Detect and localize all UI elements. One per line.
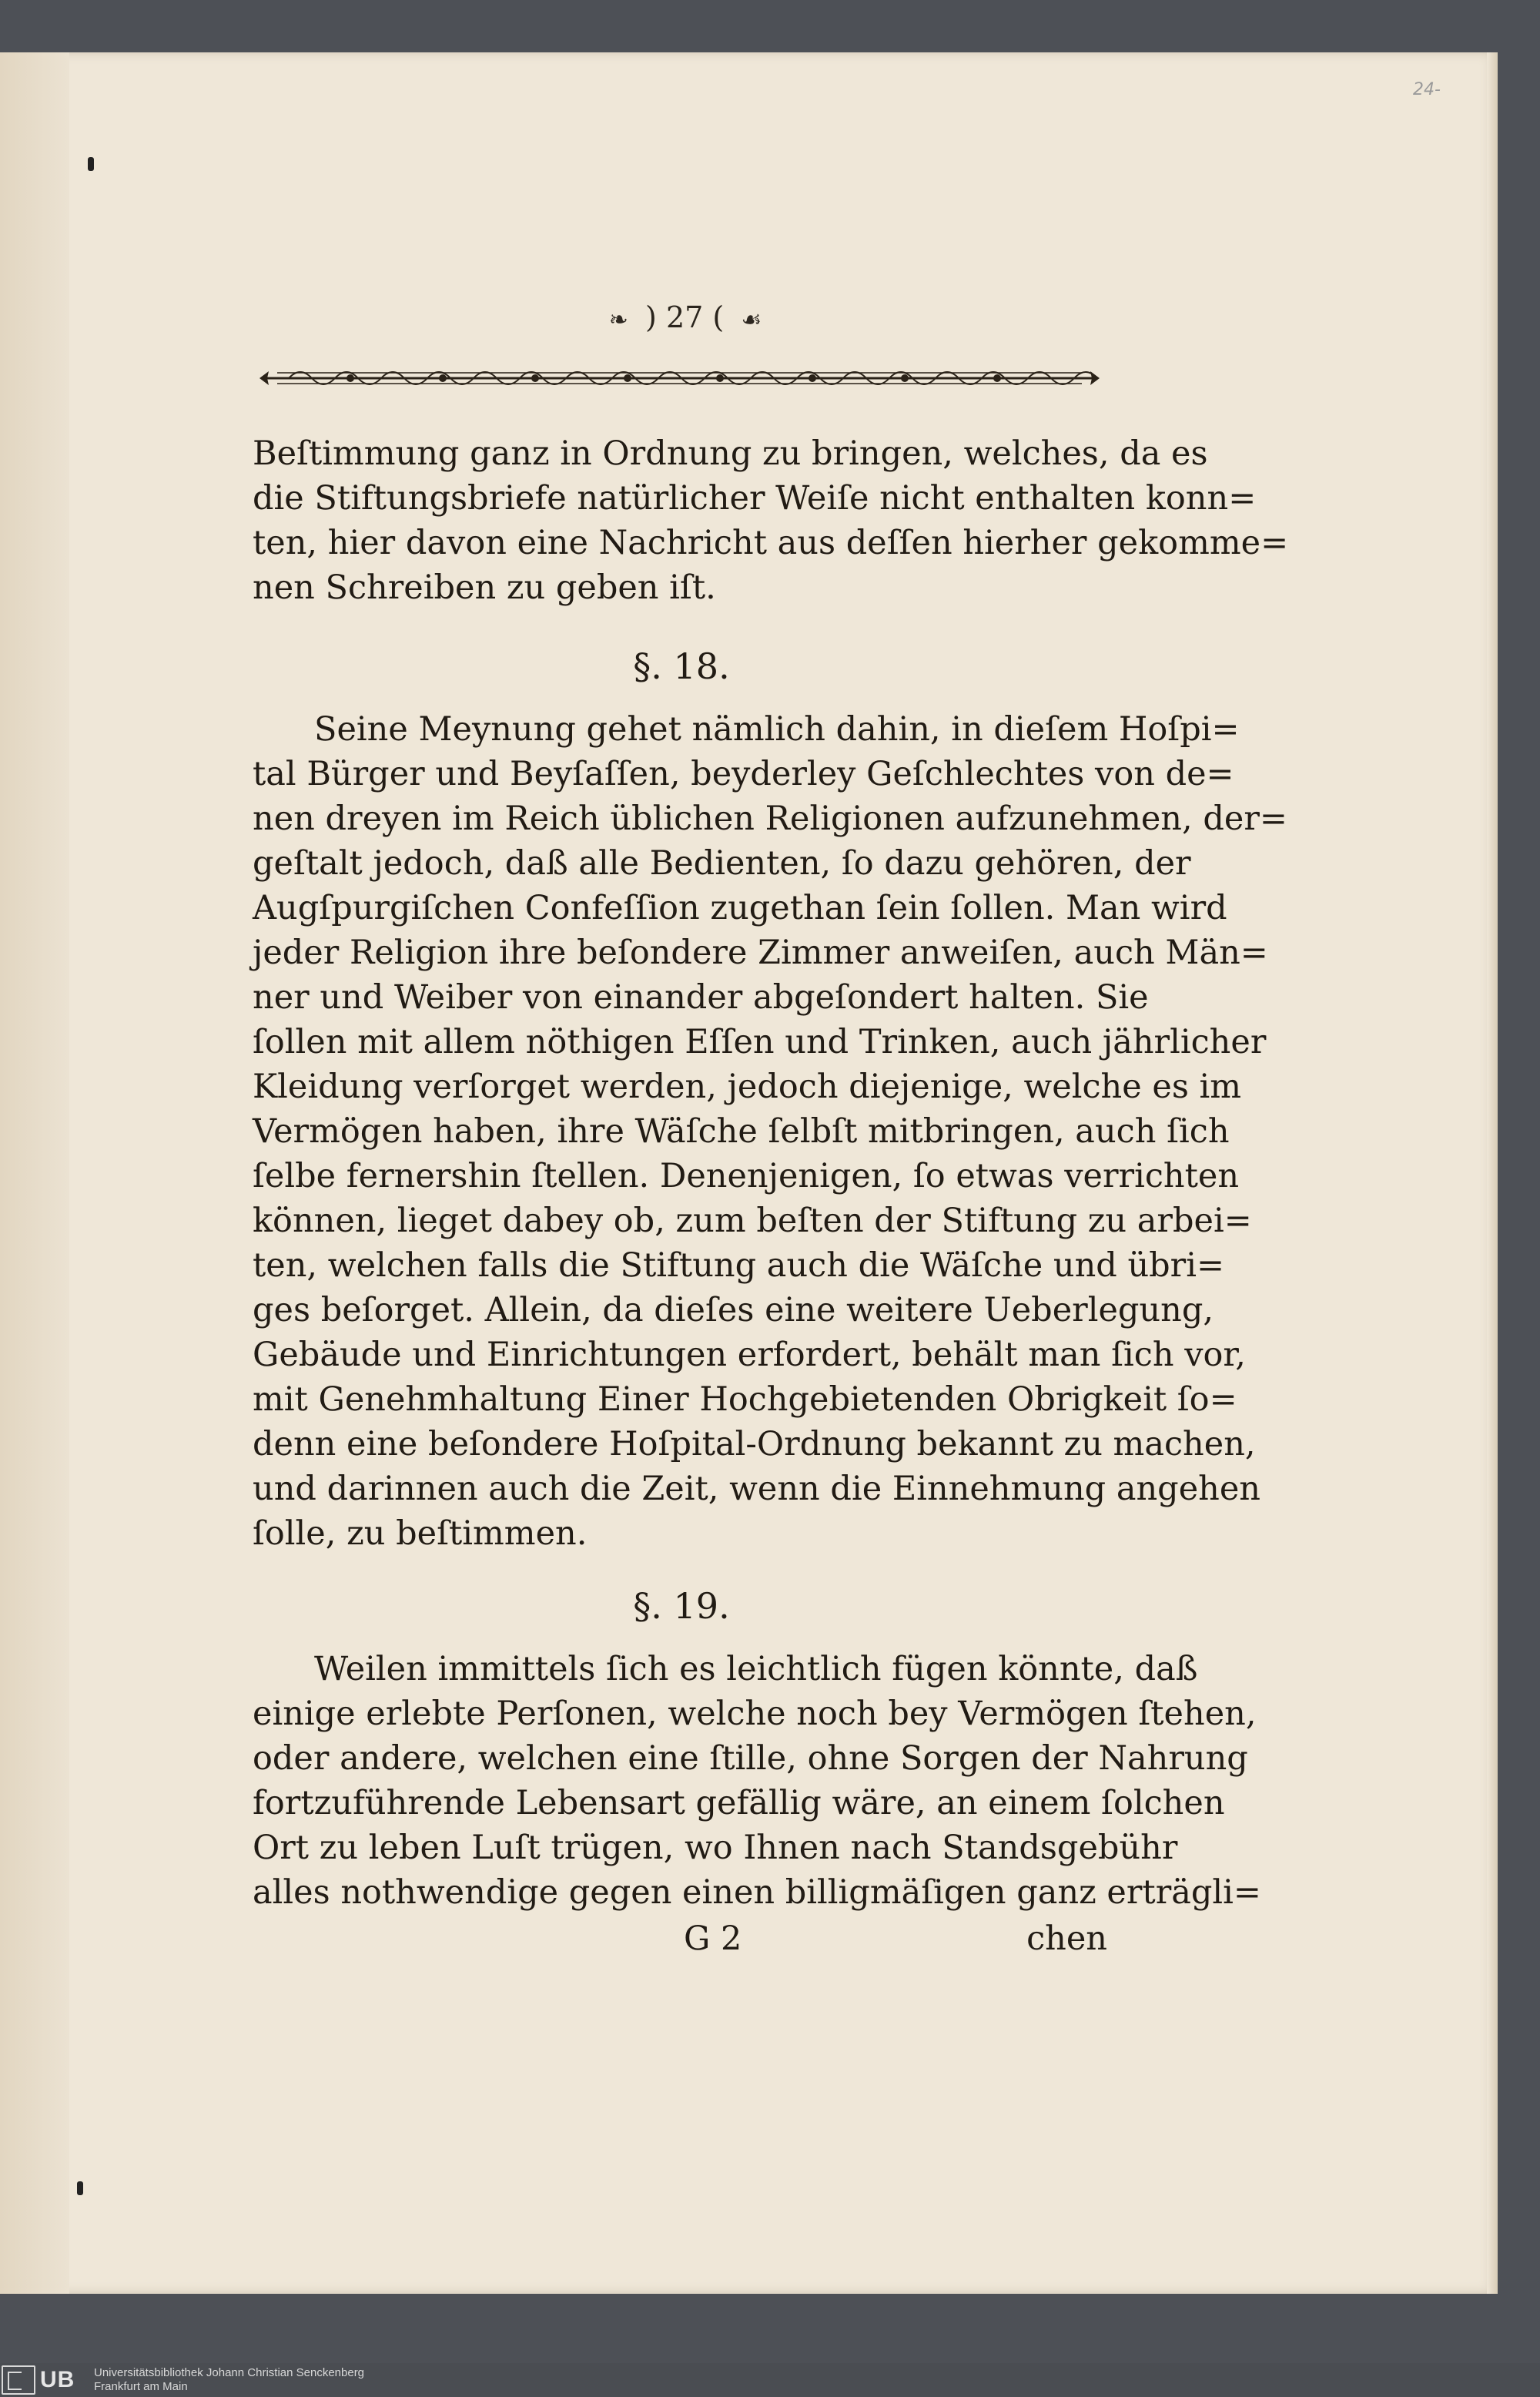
- library-city: Frankfurt am Main: [94, 2380, 188, 2393]
- text-line: nen dreyen im Reich üblichen Religionen aufzunehmen, der=: [253, 800, 1287, 838]
- text-line: Seine Meynung gehet nämlich dahin, in dieſem Hoſpi=: [314, 710, 1240, 749]
- section-heading-19: §. 19.: [633, 1585, 730, 1627]
- ink-spot: [77, 2181, 83, 2195]
- text-line: oder andere, welchen eine ſtille, ohne Sorgen der Nahrung: [253, 1739, 1248, 1778]
- catchword: chen: [1026, 1919, 1107, 1958]
- text-line: Gebäude und Einrichtungen erfordert, behält man ſich vor,: [253, 1336, 1246, 1374]
- text-line: ten, welchen falls die Stiftung auch die Wäſche und übri=: [253, 1246, 1225, 1285]
- text-line: alles nothwendige gegen einen billigmäſigen ganz erträgli=: [253, 1873, 1261, 1912]
- ink-spot: [88, 157, 94, 171]
- text-line: jeder Religion ihre beſondere Zimmer anweiſen, auch Män=: [253, 934, 1268, 972]
- page-number: 27: [665, 300, 704, 334]
- ub-logo-icon: [2, 2365, 35, 2395]
- text-line: Beſtimmung ganz in Ordnung zu bringen, welches, da es: [253, 434, 1208, 473]
- pencil-folio-note: 24-: [1413, 80, 1441, 99]
- signature-mark: G 2: [684, 1919, 742, 1958]
- library-logo: [2, 2366, 88, 2394]
- decorative-border-icon: [258, 362, 1101, 394]
- text-line: ſolle, zu beſtimmen.: [253, 1514, 588, 1553]
- section-19-paragraph: [253, 1647, 1261, 1915]
- bracket-right: (: [712, 300, 725, 334]
- text-line: geſtalt jedoch, daß alle Bedienten, ſo dazu gehören, der: [253, 844, 1191, 883]
- page-footer: [253, 1919, 1107, 1966]
- text-line: ſollen mit allem nöthigen Eſſen und Trinken, auch jährlicher: [253, 1023, 1267, 1061]
- text-line: und darinnen auch die Zeit, wenn die Einnehmung angehen: [253, 1470, 1260, 1508]
- page-gutter: [0, 52, 69, 2294]
- section-18-paragraph: [253, 707, 1287, 1556]
- text-line: Augſpurgiſchen Confeſſion zugethan ſein ſollen. Man wird: [253, 889, 1227, 927]
- text-line: ner und Weiber von einander abgeſondert halten. Sie: [253, 978, 1149, 1017]
- right-ornament-icon: ☙: [741, 307, 762, 334]
- text-line: ten, hier davon eine Nachricht aus deſſen hierher gekomme=: [253, 524, 1289, 562]
- bracket-left: ): [645, 300, 657, 334]
- ub-logo-text: UB: [40, 2367, 75, 2392]
- text-line: Kleidung verſorget werden, jedoch diejenige, welche es im: [253, 1068, 1242, 1106]
- text-line: einige erlebte Perſonen, welche noch bey Vermögen ſtehen,: [253, 1695, 1257, 1733]
- page-edge: [1487, 52, 1498, 2294]
- text-line: nen Schreiben zu geben iſt.: [253, 568, 716, 607]
- text-line: können, lieget dabey ob, zum beſten der Stiftung zu arbei=: [253, 1202, 1252, 1240]
- section-heading-18: §. 18.: [633, 645, 730, 687]
- text-line: mit Genehmhaltung Einer Hochgebietenden Obrigkeit ſo=: [253, 1380, 1237, 1419]
- text-line: Vermögen haben, ihre Wäſche ſelbſt mitbringen, auch ſich: [253, 1112, 1230, 1151]
- text-line: ges beſorget. Allein, da dieſes eine weitere Ueberlegung,: [253, 1291, 1214, 1329]
- left-ornament-icon: ❧: [608, 307, 628, 334]
- text-line: die Stiftungsbriefe natürlicher Weiſe nicht enthalten konn=: [253, 479, 1257, 518]
- text-line: tal Bürger und Beyſaſſen, beyderley Geſchlechtes von de=: [253, 755, 1234, 793]
- text-line: Ort zu leben Luſt trügen, wo Ihnen nach Standsgebühr: [253, 1829, 1178, 1867]
- text-line: ſelbe fernershin ſtellen. Denenjenigen, ſo etwas verrichten: [253, 1157, 1240, 1195]
- text-line: Weilen immittels ſich es leichtlich fügen könnte, daß: [314, 1650, 1198, 1688]
- text-line: fortzuführende Lebensart gefällig wäre, an einem ſolchen: [253, 1784, 1225, 1822]
- page-header: [570, 300, 801, 334]
- library-credit: [94, 2366, 364, 2394]
- intro-paragraph: [253, 431, 1289, 610]
- text-line: denn eine beſondere Hoſpital-Ordnung bekannt zu machen,: [253, 1425, 1256, 1463]
- library-name: Universitätsbibliothek Johann Christian Senckenberg: [94, 2366, 365, 2379]
